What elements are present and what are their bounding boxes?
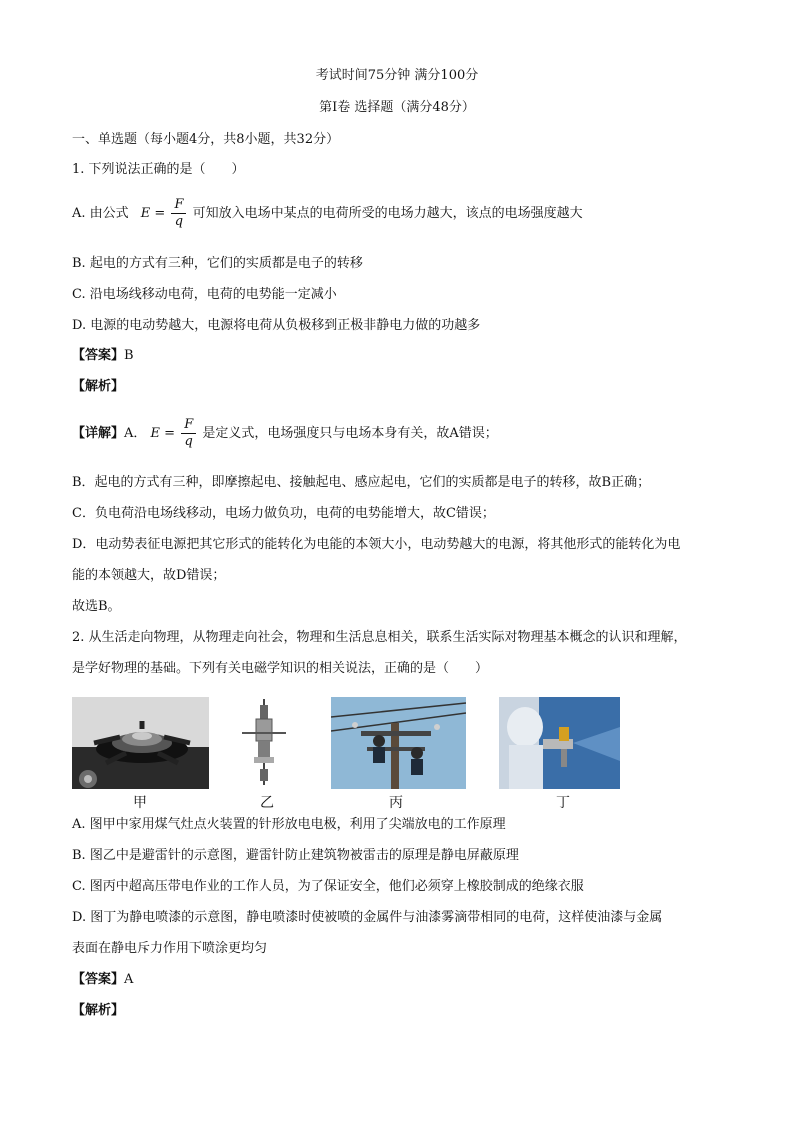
- question-1-detail-b: B．起电的方式有三种，即摩擦起电、接触起电、感应起电，它们的实质都是电子的转移，故B正确；: [72, 475, 651, 490]
- formula-denominator: q: [174, 214, 184, 229]
- question-2-option-d-line2: 表面在静电斥力作用下喷涂更均匀: [72, 941, 268, 956]
- answer-label: 【答案】: [72, 972, 125, 987]
- question-2-option-b: B. 图乙中是避雷针的示意图，避雷针防止建筑物被雷击的原理是静电屏蔽原理: [72, 848, 519, 863]
- answer-value: B: [124, 348, 134, 363]
- detail-formula-numerator: F: [181, 417, 196, 434]
- caption-ding: 丁: [556, 795, 570, 811]
- formula-fraction: [171, 197, 186, 230]
- question-1-detail-a: [72, 416, 498, 452]
- option-a-suffix: 可知放入电场中某点的电荷所受的电场力越大，该点的电场强度越大: [192, 206, 583, 221]
- question-1-detail-c: C．负电荷沿电场线移动，电场力做负功，电荷的电势能增大，故C错误；: [72, 506, 495, 521]
- detail-a-prefix: A．: [124, 426, 147, 441]
- question-2-stem-line1: 2. 从生活走向物理，从物理走向社会，物理和生活息息相关，联系生活实际对物理基本概念的认识和理解，: [72, 630, 687, 645]
- question-1-conclusion: 故选B。: [72, 599, 121, 614]
- figure-high-voltage-work-image: [331, 697, 466, 789]
- figure-spray-painting-image: [499, 697, 620, 789]
- formula-numerator: F: [171, 197, 186, 214]
- answer-label: 【答案】: [72, 348, 125, 363]
- figure-lightning-rod-image: [238, 697, 290, 789]
- question-2-option-c: C. 图丙中超高压带电作业的工作人员，为了保证安全，他们必须穿上橡胶制成的绝缘衣服: [72, 879, 584, 894]
- detail-label: 【详解】: [72, 426, 125, 441]
- detail-a-suffix: 是定义式，电场强度只与电场本身有关，故A错误；: [202, 426, 498, 441]
- question-2-option-d-line1: D. 图丁为静电喷漆的示意图，静电喷漆时使被喷的金属件与油漆雾滴带相同的电荷，这样使油漆与金属: [72, 910, 663, 925]
- detail-formula-fraction: [181, 417, 196, 450]
- question-1-detail-d-line1: D．电动势表征电源把其它形式的能转化为电能的本领大小，电动势越大的电源，将其他形式的能转化为电: [72, 537, 681, 552]
- question-2-stem-line2: 是学好物理的基础。下列有关电磁学知识的相关说法，正确的是（ ）: [72, 661, 489, 676]
- question-1-option-c: C. 沿电场线移动电荷，电荷的电势能一定减小: [72, 287, 337, 302]
- detail-formula-lhs: E =: [150, 426, 176, 441]
- formula-lhs: E =: [140, 206, 166, 221]
- question-1-detail-d-line2: 能的本领越大，故D错误；: [72, 568, 226, 583]
- question-1-option-d: D. 电源的电动势越大，电源将电荷从负极移到正极非静电力做的功越多: [72, 318, 481, 333]
- detail-formula-denominator: q: [184, 434, 193, 449]
- question-1-answer: [72, 346, 134, 366]
- section-heading: 一、单选题（每小题4分，共8小题，共32分）: [72, 132, 340, 147]
- question-1-option-a: [72, 196, 583, 232]
- question-1-analysis-label: 【解析】: [72, 379, 125, 394]
- section-title: 第Ⅰ卷 选择题（满分48分）: [319, 100, 475, 115]
- exam-time-info: 考试时间75分钟 满分100分: [315, 68, 479, 83]
- question-2-analysis-label: 【解析】: [72, 1003, 125, 1018]
- caption-yi: 乙: [260, 795, 274, 811]
- caption-jia: 甲: [133, 795, 147, 811]
- question-2-option-a: A. 图甲中家用煤气灶点火装置的针形放电电极，利用了尖端放电的工作原理: [72, 817, 506, 832]
- question-2-answer: [72, 970, 133, 990]
- answer-value: A: [124, 972, 134, 987]
- option-a-prefix: A. 由公式: [72, 206, 129, 221]
- caption-bing: 丙: [389, 795, 403, 811]
- question-1-option-b: B. 起电的方式有三种，它们的实质都是电子的转移: [72, 256, 363, 271]
- question-1-stem: 1. 下列说法正确的是（ ）: [72, 162, 245, 177]
- figure-gas-stove-image: [72, 697, 209, 789]
